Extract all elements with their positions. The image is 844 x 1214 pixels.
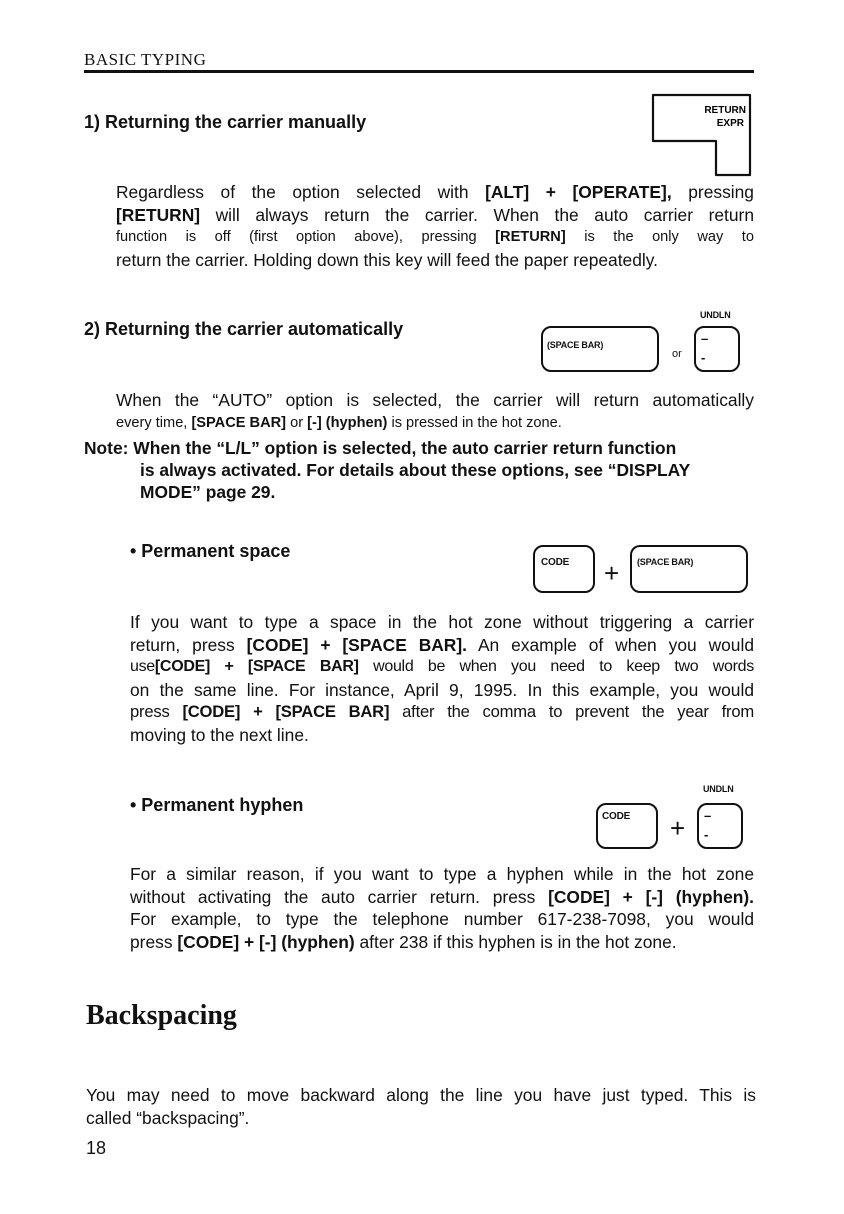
permanent-space-body: If you want to type a space in the hot zone without triggering a carrier return, press [CODE] + [SPACE BAR]. An example of when you would use[CODE] + [SPACE BAR] would be when you need to keep two words on the same line. For instance, April 9, 1995. In this example, you would press [CODE] + [SPACE BAR] after the comma to prevent the year from moving to the next line.: [130, 612, 755, 745]
section-1-title: 1) Returning the carrier manually: [84, 112, 367, 132]
hyphen-key-icon-2: – -: [697, 803, 743, 849]
plus-sign-2: +: [670, 813, 686, 843]
section-1-body: Regardless of the option selected with [ALT] + [OPERATE], pressing [RETURN] will always return the carrier. When the auto carrier return function is off (first option above), pressing [RETURN] is the only way to return the carrier. Holding down this key will feed the paper repeatedly.: [116, 182, 754, 270]
running-head: BASIC TYPING: [84, 50, 207, 69]
section-2-body: When the “AUTO” option is selected, the carrier will return automatically every time, [SPACE BAR] or [-] (hyphen) is pressed in the hot zone.: [116, 390, 754, 431]
undln-label: UNDLN: [700, 310, 731, 320]
permanent-hyphen-title: • Permanent hyphen: [130, 795, 304, 815]
return-key-icon: [650, 93, 754, 179]
permanent-space-title: • Permanent space: [130, 541, 291, 561]
undln-label-2: UNDLN: [703, 784, 734, 794]
page-number: 18: [86, 1138, 107, 1158]
backspacing-body: You may need to move backward along the line you have just typed. This is called “backspacing”.: [86, 1085, 756, 1128]
code-key-icon-2: CODE: [596, 803, 658, 849]
space-bar-key-icon-2: (SPACE BAR): [630, 545, 748, 593]
plus-sign: +: [604, 558, 620, 588]
expr-key-label: EXPR: [716, 118, 744, 129]
or-text: or: [672, 348, 682, 360]
code-key-icon: CODE: [533, 545, 595, 593]
section-2-title: 2) Returning the carrier automatically: [84, 319, 404, 339]
space-bar-key-icon: (SPACE BAR): [541, 326, 659, 372]
backspacing-heading: Backspacing: [86, 1000, 237, 1031]
hyphen-key-icon: – -: [694, 326, 740, 372]
note-label: Note:: [84, 438, 129, 458]
return-key-label: RETURN: [704, 105, 746, 116]
note-block: Note: When the “L/L” option is selected, the auto carrier return function is always activated. For details about these options, see “DISPLAY MODE” page 29.: [84, 438, 691, 502]
header-rule: [84, 70, 754, 73]
permanent-hyphen-body: For a similar reason, if you want to type a hyphen while in the hot zone without activating the auto carrier return. press [CODE] + [-] (hyphen). For example, to type the telephone number 617-238-7098, you would press [CODE] + [-] (hyphen) after 238 if this hyphen is in the hot zone.: [130, 864, 754, 952]
